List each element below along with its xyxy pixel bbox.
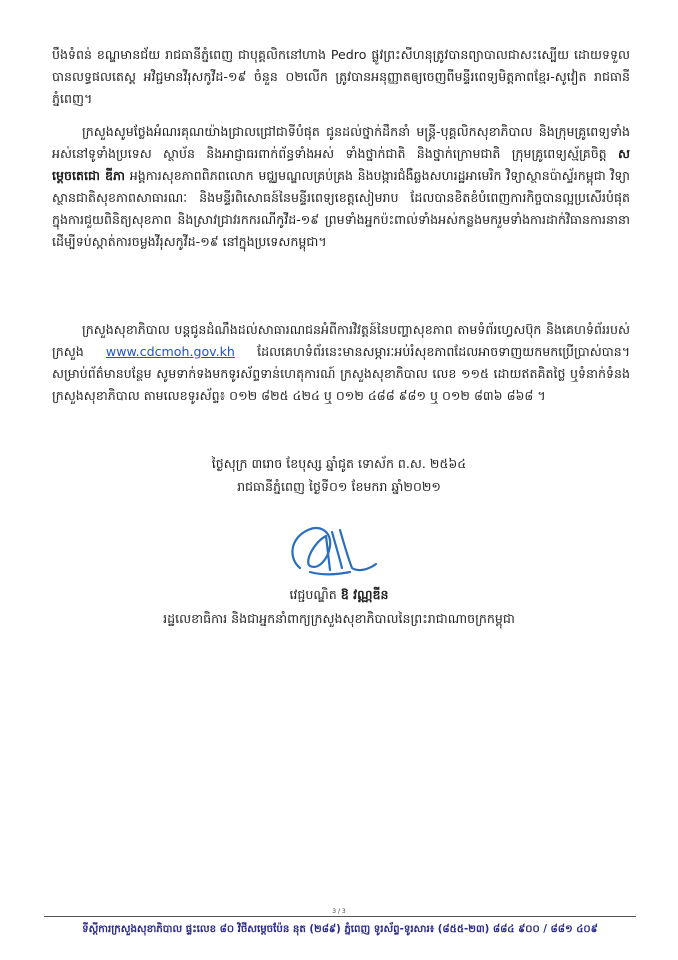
signatory-prefix: វេជ្ជបណ្ឌិត [289,587,341,602]
date-block [0,452,678,498]
paragraph-1 [52,44,630,110]
page-number: 3 / 3 [332,908,346,915]
footer-divider [44,916,636,917]
lunar-date: ថ្ងៃសុក្រ ៣រោច ខែបុស្ស ឆ្នាំជូត ទោស័ក ព.ស. ២៥៦៤ [211,456,467,471]
solar-date: រាជធានីភ្នំពេញ ថ្ងៃទី០១ ខែមករា ឆ្នាំ២០២១ [237,479,441,494]
paragraph-1-text: បឹងទំពន់ ខណ្ឌមានជ័យ រាជធានីភ្នំពេញ ជាបុគ្គលិកនៅហាង Pedro ផ្លូវព្រះសីហនុត្រូវបានព្យាបាលជាសះស្បើយ ដោយទទួលបានលទ្ធផលតេស្ត អវិជ្ជមានវីរុសកូវីដ-១៩ ចំនួន ០២លើក ត្រូវបានអនុញ្ញាតឲ្យចេញពីមន្ទីរពេទ្យមិត្តភាពខ្មែរ-សូវៀត រាជធានីភ្នំពេញ។ [52,47,630,106]
paragraph-3-text-start: ក្រសួងសុខាភិបាល បន្តជូនដំណឹងដល់សាធារណជនអំពីការវិវត្តន៍នៃបញ្ហាសុខភាព តាមទំព័រហ្វេសប៊ុក និងគេហទំព័ររបស់ក្រសួង [52,322,630,359]
signatory-title: រដ្ឋលេខាធិការ និងជាអ្នកនាំពាក្យក្រសួងសុខាភិបាលនៃព្រះរាជាណាចក្រកម្ពុជា [163,611,515,626]
website-link[interactable]: www.cdcmoh.gov.kh [105,344,235,359]
paragraph-3-text-end: ដែលគេហទំព័រនេះមានសម្ភារៈអប់រំសុខភាពដែលអាចទាញយកមកប្រើប្រាស់បាន។ សម្រាប់ព័ត៌មានបន្ថែម សូមទាក់ទងមកទូរស័ព្ទទាន់ហេតុការណ៍ ក្រសួងសុខាភិបាល លេខ ១១៥ ដោយឥតគិតថ្លៃ ឬទំនាក់ទំនងក្រសួងសុខាភិបាល តាមលេខទូរស័ព្ទ៖ ០១២ ៨២៥ ៤២៤ ឬ ០១២ ៤៨៨ ៩៨១ ឬ ០១២ ៨៣៦ ៨៦៨ ។ [52,344,630,403]
footer-address: ទីស្តីការក្រសួងសុខាភិបាល ផ្ទះលេខ ៨០ វិថីសម្តេចប៉ែន នុត (២៨៩) ភ្នំពេញ ទូរស័ព្ទ-ទូរសារ៖ (៨៥៥-២៣) ៨៨៤ ៩០០ / ៨៨១ ៤០៩ [82,924,598,935]
signatory-name: ឱ វណ្ណឌីន [340,587,389,602]
signature-block [0,583,678,631]
paragraph-3 [52,319,630,407]
volunteer-team-name: សម្តេចតេជោ ឌីភា [52,146,630,183]
paragraph-2-text-start: ក្រសួងសូមថ្លែងអំណរគុណយ៉ាងជ្រាលជ្រៅជាទីបំផុត ជូនដល់ថ្នាក់ដឹកនាំ មន្ត្រី-បុគ្គលិកសុខាភិបាល និងក្រុមគ្រូពេទ្យទាំងអស់នៅទូទាំងប្រទេស ស្ថាប័ន និងអាជ្ញាធរពាក់ព័ន្ធទាំងអស់ ទាំងថ្នាក់ជាតិ និងថ្នាក់ក្រោមជាតិ ក្រុមគ្រូពេទ្យស្ម័គ្រចិត្ត [52,124,630,161]
paragraph-2-text-end: អង្គការសុខភាពពិភពលោក មជ្ឈមណ្ឌលគ្រប់គ្រង និងបង្ការជំងឺឆ្លងសហរដ្ឋអាមេរិក វិទ្យាស្ថានប៉ាស្ទ័រកម្ពុជា វិទ្យាស្ថានជាតិសុខភាពសាធារណៈ និងមន្ទីរពិសោធន៍នៃមន្ទីរពេទ្យខេត្តសៀមរាប ដែលបានខិតខំបំពេញការកិច្ចបានល្អប្រសើរបំផុត ក្នុងការជួយពិនិត្យសុខភាព និងស្រាវជ្រាវរកករណីកូវីដ-១៩ ព្រមទាំងអ្នកប៉ះពាល់ទាំងអស់កន្លងមករួមទាំងការដាក់វិធានការនានា ដើម្បីទប់ស្កាត់ការចម្លងវីរុសកូវីដ-១៩ នៅក្នុងប្រទេសកម្ពុជា។ [52,168,630,249]
signatory-line [0,583,678,607]
paragraph-2 [52,121,630,253]
signature-image [280,512,390,582]
